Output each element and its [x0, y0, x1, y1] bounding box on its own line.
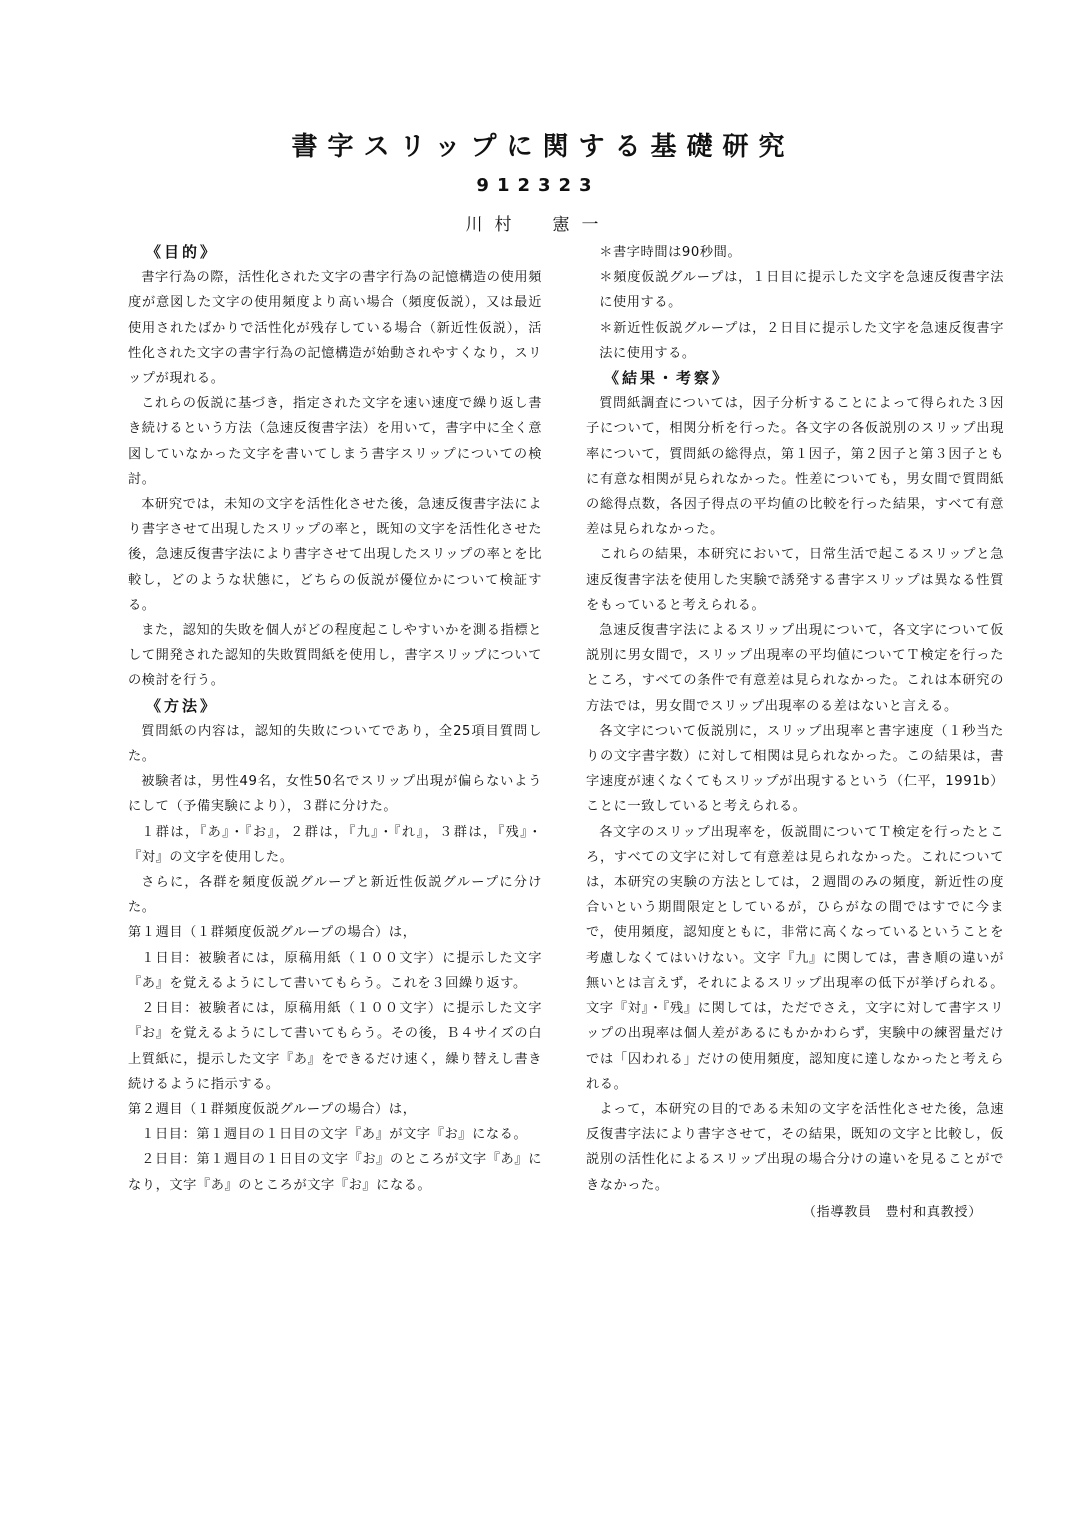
method-paragraph-hypotheses: さらに，各群を頻度仮説グループと新近性仮説グループに分けた。 — [128, 875, 542, 916]
right-column — [586, 240, 1004, 1225]
purpose-paragraph-3: 本研究では，未知の文字を活性化させた後，急速反復書字法により書字させて出現したスリップの率と，既知の文字を活性化させた後，急速反復書字法により書字させて出現したスリップの率とを比較し，どのような状態に，どちらの仮説が優位かについて検証する。 — [128, 497, 542, 613]
method-paragraph-subjects: 被験者は，男性49名，女性50名でスリップ出現が偏らないようにして（予備実験により），３群に分けた。 — [128, 774, 542, 815]
week1-heading: 第１週目（１群頻度仮説グループの場合）は， — [128, 925, 417, 941]
results-paragraph-4: 各文字について仮説別に，スリップ出現率と書字速度（１秒当たりの文字書字数）に対して相関は見られなかった。この結果は，書字速度が速くなくてもスリップが出現するという（仁平，1991b）ことに一致していると考えられる。 — [586, 723, 1004, 815]
purpose-paragraph-2: これらの仮説に基づき，指定された文字を速い速度で繰り返し書き続けるという方法（急速反復書字法）を用いて，書字中に全く意図していなかった文字を書いてしまう書字スリップについての検討。 — [128, 396, 542, 487]
results-paragraph-1: 質問紙調査については，因子分析することによって得られた３因子について，相関分析を行った。各文字の各仮説別のスリップ出現率について，質問紙の総得点，第１因子，第２因子と第３因子ともに有意な相関が見られなかった。性差についても，男女間で質問紙の総得点数，各因子得点の平均値の比較を行った結果，すべて有意差は見られなかった。 — [586, 396, 1004, 538]
note-recency-group: ＊新近性仮説グループは，２日目に提示した文字を急速反復書字法に使用する。 — [599, 320, 1004, 361]
author-name: 川村 憲一 — [465, 215, 611, 235]
method-paragraph-groups: １群は，『あ』・『お』，２群は，『九』・『れ』，３群は，『残』・『対』の文字を使用した。 — [128, 824, 542, 865]
left-column — [128, 240, 542, 1198]
results-paragraph-3: 急速反復書字法によるスリップ出現について，各文字について仮説別に男女間で，スリップ出現率の平均値についてＴ検定を行ったところ，すべての条件で有意差は見られなかった。これは本研究の方法では，男女間でスリップ出現率のる差はないと言える。 — [586, 623, 1004, 714]
week2-day2: ２日目：第１週目の１日目の文字『お』のところが文字『あ』になり，文字『あ』のところが文字『お』になる。 — [128, 1152, 542, 1193]
student-id: 912323 — [476, 175, 600, 196]
purpose-heading: 《目的》 — [146, 243, 219, 261]
paper-title: 書字スリップに関する基礎研究 — [291, 132, 795, 162]
results-paragraph-5: 各文字のスリップ出現率を，仮説間についてＴ検定を行ったところ，すべての文字に対して有意差は見られなかった。これについては，本研究の実験の方法としては，２週間のみの頻度，新近性の度合いという期間限定としているが，ひらがなの間ではすでに今まで，使用頻度，認知度ともに，非常に高くなっているということを考慮しなくてはいけない。文字『九』に関しては，書き順の違いが無いとは言えず，それによるスリップ出現率の低下が挙げられる。文字『対』・『残』に関しては，ただでさえ，文字に対して書字スリップの出現率は個人差があるにもかかわらず，実験中の練習量だけでは「囚われる」だけの使用頻度，認知度に達しなかったと考えられる。 — [586, 824, 1004, 1092]
purpose-paragraph-1: 書字行為の際，活性化された文字の書字行為の記憶構造の使用頻度が意図した文字の使用頻度より高い場合（頻度仮説），又は最近使用されたばかりで活性化が残存している場合（新近性仮説），活性化された文字の書字行為の記憶構造が始動されやすくなり，スリップが現れる。 — [128, 270, 542, 387]
note-frequency-group: ＊頻度仮説グループは，１日目に提示した文字を急速反復書字法に使用する。 — [599, 270, 1004, 311]
adviser-credit: （指導教員 豊村和真教授） — [802, 1204, 982, 1220]
purpose-paragraph-4: また，認知的失敗を個人がどの程度起こしやすいかを測る指標として開発された認知的失敗質問紙を使用し，書字スリップについての検討を行う。 — [128, 623, 542, 689]
method-paragraph-questionnaire: 質問紙の内容は，認知的失敗についてであり，全25項目質問した。 — [128, 723, 542, 765]
note-writing-time: ＊書字時間は90秒間。 — [599, 245, 742, 260]
week2-heading: 第２週目（１群頻度仮説グループの場合）は， — [128, 1101, 417, 1117]
results-paragraph-2: これらの結果，本研究において，日常生活で起こるスリップと急速反復書字法を使用した実験で誘発する書字スリップは異なる性質をもっていると考えられる。 — [586, 547, 1004, 613]
week2-day1: １日目：第１週目の１日目の文字『あ』が文字『お』になる。 — [141, 1127, 528, 1143]
week1-day1: １日目：被験者には，原稿用紙（１００文字）に提示した文字『あ』を覚えるようにして書いてもらう。これを３回繰り返す。 — [128, 950, 542, 991]
results-heading: 《結果・考察》 — [604, 369, 731, 388]
week1-day2: ２日目：被験者には，原稿用紙（１００文字）に提示した文字『お』を覚えるようにして書いてもらう。その後，Ｂ４サイズの白上質紙に，提示した文字『あ』をできるだけ速く，繰り替えし書き続けるように指示する。 — [128, 1001, 542, 1092]
method-heading: 《方法》 — [146, 696, 219, 715]
results-paragraph-6: よって，本研究の目的である未知の文字を活性化させた後，急速反復書字法により書字させて，その結果，既知の文字と比較し，仮説別の活性化によるスリップ出現の場合分けの違いを見ることができなかった。 — [586, 1101, 1004, 1193]
